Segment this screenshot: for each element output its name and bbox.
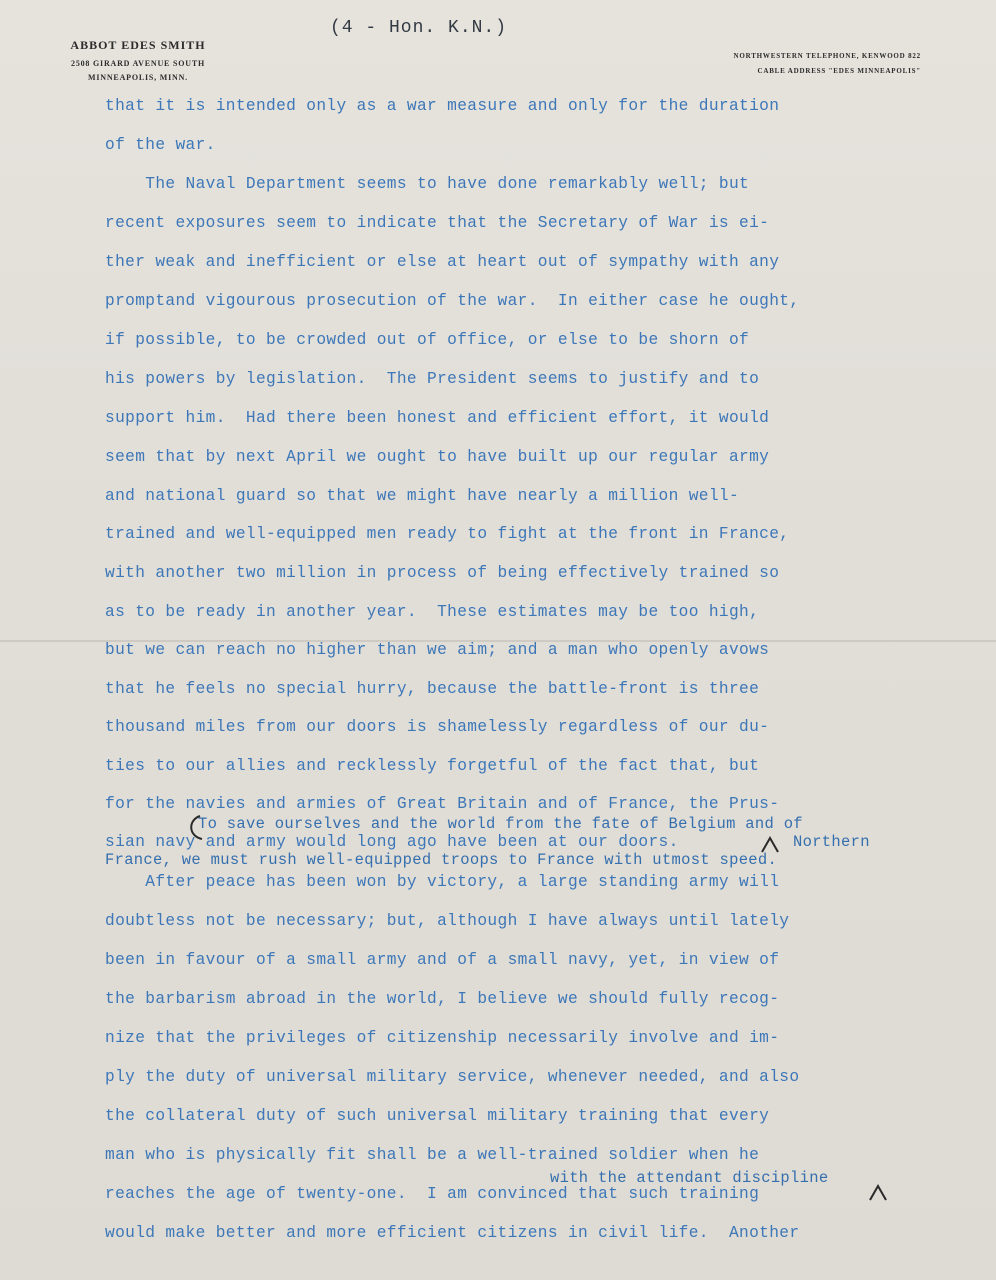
text-line: After peace has been won by victory, a large standing army will <box>105 873 780 891</box>
text-line: nize that the privileges of citizenship necessarily involve and im- <box>105 1029 780 1047</box>
letterhead-address: 2508 GIRARD AVENUE SOUTH <box>71 59 205 68</box>
letterhead-telephone: NORTHWESTERN TELEPHONE, KENWOOD 822 <box>733 52 921 60</box>
text-line: ply the duty of universal military service, whenever needed, and also <box>105 1068 800 1086</box>
text-line: of the war. <box>105 136 216 154</box>
text-line: sian navy and army would long ago have been at our doors. <box>105 833 679 851</box>
text-line: recent exposures seem to indicate that the Secretary of War is ei- <box>105 214 770 232</box>
caret-mark <box>758 834 782 856</box>
text-line: ties to our allies and recklessly forgetful of the fact that, but <box>105 757 760 775</box>
text-line: with another two million in process of being effectively trained so <box>105 564 780 582</box>
text-line: trained and well-equipped men ready to fight at the front in France, <box>105 525 790 543</box>
inserted-line: To save ourselves and the world from the fate of Belgium and of <box>198 815 803 833</box>
page-label: (4 - Hon. K.N.) <box>330 18 508 38</box>
text-line: as to be ready in another year. These estimates may be too high, <box>105 603 760 621</box>
text-line: seem that by next April we ought to have built up our regular army <box>105 448 770 466</box>
text-line: that he feels no special hurry, because the battle-front is three <box>105 680 760 698</box>
text-line: thousand miles from our doors is shamelessly regardless of our du- <box>105 718 770 736</box>
text-line: and national guard so that we might have nearly a million well- <box>105 487 740 505</box>
text-line: if possible, to be crowded out of office, or else to be shorn of <box>105 331 750 349</box>
text-line: the collateral duty of such universal military training that every <box>105 1107 770 1125</box>
inserted-line: France, we must rush well-equipped troops to France with utmost speed. <box>105 851 778 869</box>
letterhead-cable: CABLE ADDRESS "EDES MINNEAPOLIS" <box>757 67 921 75</box>
text-line: the barbarism abroad in the world, I believe we should fully recog- <box>105 990 780 1008</box>
caret-mark <box>866 1182 890 1204</box>
text-line: but we can reach no higher than we aim; and a man who openly avows <box>105 641 770 659</box>
text-line: that it is intended only as a war measure and only for the duration <box>105 97 780 115</box>
text-line: ther weak and inefficient or else at heart out of sympathy with any <box>105 253 780 271</box>
pencil-bracket-mark <box>184 812 224 842</box>
text-line: would make better and more efficient citizens in civil life. Another <box>105 1224 800 1242</box>
text-line: his powers by legislation. The President seems to justify and to <box>105 370 760 388</box>
interlinear-insertion: with the attendant discipline <box>550 1169 829 1187</box>
text-line: The Naval Department seems to have done remarkably well; but <box>105 175 750 193</box>
text-line: been in favour of a small army and of a small navy, yet, in view of <box>105 951 780 969</box>
inserted-line: Northern <box>793 833 870 851</box>
letterhead-name: ABBOT EDES SMITH <box>70 38 206 52</box>
text-line: man who is physically fit shall be a well-trained soldier when he <box>105 1146 760 1164</box>
text-line: for the navies and armies of Great Britain and of France, the Prus- <box>105 795 780 813</box>
text-line: reaches the age of twenty-one. I am convinced that such training <box>105 1185 760 1203</box>
text-line: doubtless not be necessary; but, although I have always until lately <box>105 912 790 930</box>
letterhead-city: MINNEAPOLIS, MINN. <box>88 73 188 82</box>
text-line: promptand vigourous prosecution of the war. In either case he ought, <box>105 292 800 310</box>
text-line: support him. Had there been honest and efficient effort, it would <box>105 409 770 427</box>
